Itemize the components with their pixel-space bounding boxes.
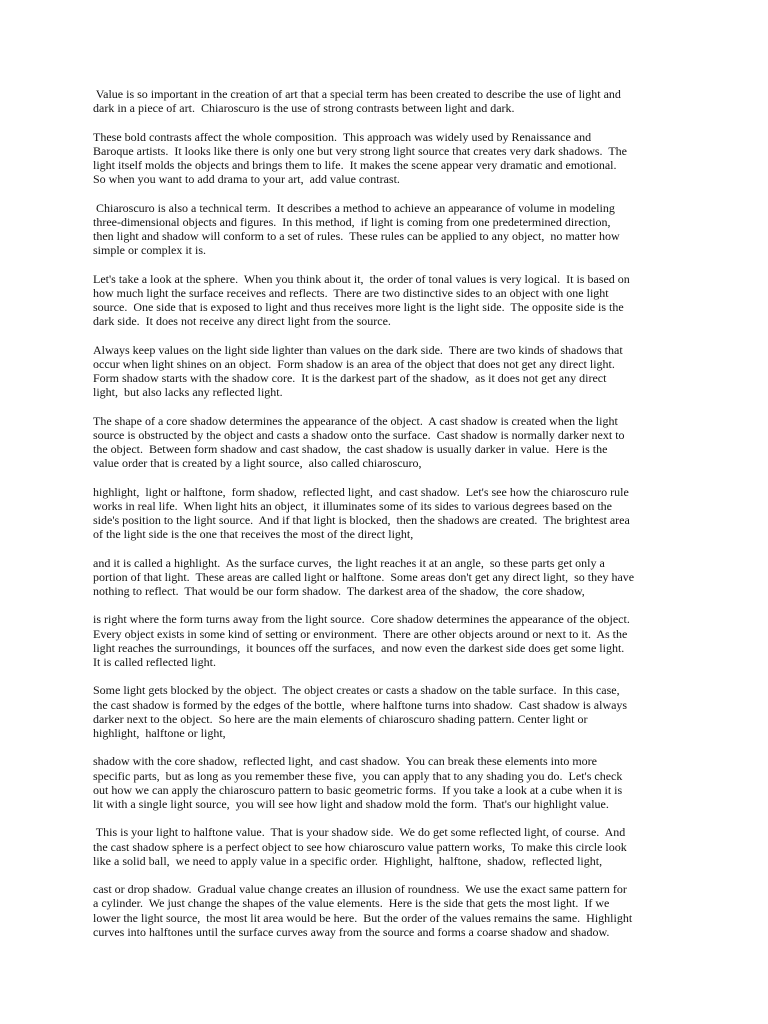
text-line: Let's take a look at the sphere. When you think about it, the order of tonal values is very logical. It is based on	[93, 271, 630, 286]
text-line: Chiaroscuro is also a technical term. It describes a method to achieve an appearance of volume in modeling	[93, 200, 615, 215]
text-line: Value is so important in the creation of art that a special term has been created to describe the use of light and	[93, 87, 621, 101]
text-line: occur when light shines on an object. Form shadow is an area of the object that does not get any direct light.	[93, 356, 615, 371]
text-line: source. One side that is exposed to light and thus receives more light is the light side. The opposite side is the	[93, 300, 624, 314]
text-line: and it is called a highlight. As the surface curves, the light reaches it at an angle, so these parts get only a	[93, 555, 605, 570]
paragraph	[93, 130, 683, 187]
text-line: So when you want to add drama to your art, add value contrast.	[93, 172, 400, 187]
text-line: a cylinder. We just change the shapes of the value elements. Here is the side that gets the most light. If we	[93, 896, 610, 911]
paragraph	[93, 825, 683, 868]
text-line: light itself molds the objects and brings them to life. It makes the scene appear very dramatic and emotional.	[93, 158, 617, 172]
text-line: lower the light source, the most lit area would be here. But the order of the values remains the same. Highlight	[93, 910, 633, 925]
text-line: is right where the form turns away from the light source. Core shadow determines the appearance of the object.	[93, 612, 630, 627]
text-line: The shape of a core shadow determines the appearance of the object. A cast shadow is created when the light	[93, 413, 618, 428]
text-line: These bold contrasts affect the whole composition. This approach was widely used by Renaissance and	[93, 129, 592, 144]
paragraph	[93, 754, 683, 811]
text-line: nothing to reflect. That would be our form shadow. The darkest area of the shadow, the core shadow,	[93, 584, 585, 598]
paragraph	[93, 485, 683, 542]
text-line: dark side. It does not receive any direct light from the source.	[93, 314, 391, 329]
paragraph	[93, 343, 683, 400]
text-line: source is obstructed by the object and casts a shadow onto the surface. Cast shadow is normally darker next to	[93, 427, 625, 442]
text-line: light reaches the surroundings, it bounces off the surfaces, and now even the darkest side does get some light.	[93, 640, 625, 655]
text-line: like a solid ball, we need to apply value in a specific order. Highlight, halftone, shadow, reflected light,	[93, 853, 603, 868]
text-line: out how we can apply the chiaroscuro pattern to basic geometric forms. If you take a look at a cube when it is	[93, 782, 623, 797]
text-line: Baroque artists. It looks like there is only one but very strong light source that creates very dark shadows. The	[93, 143, 627, 158]
text-line: This is your light to halftone value. That is your shadow side. We do get some reflected light, of course. And	[93, 825, 626, 840]
text-line: dark in a piece of art. Chiaroscuro is the use of strong contrasts between light and dark.	[93, 101, 515, 116]
text-line: side's position to the light source. And if that light is blocked, then the shadows are created. The brightest area	[93, 513, 630, 527]
text-line: Some light gets blocked by the object. The object creates or casts a shadow on the table surface. In this case,	[93, 683, 620, 698]
text-line: curves into halftones until the surface curves away from the source and forms a coarse shadow and shadow.	[93, 924, 610, 939]
paragraph	[93, 201, 683, 258]
paragraph	[93, 683, 683, 740]
text-line: the object. Between form shadow and cast shadow, the cast shadow is usually darker in value. Here is the	[93, 442, 608, 456]
paragraph	[93, 87, 683, 115]
text-line: the cast shadow is formed by the edges of the bottle, where halftone turns into shadow. Cast shadow is always	[93, 697, 628, 712]
text-line: shadow with the core shadow, reflected light, and cast shadow. You can break these elements into more	[93, 754, 597, 769]
text-line: light, but also lacks any reflected light.	[93, 385, 283, 400]
text-line: Always keep values on the light side lighter than values on the dark side. There are two kinds of shadows that	[93, 342, 623, 357]
paragraph	[93, 556, 683, 599]
text-line: Every object exists in some kind of setting or environment. There are other objects around or next to it. As the	[93, 626, 628, 641]
paragraph	[93, 414, 683, 471]
text-line: three-dimensional objects and figures. In this method, if light is coming from one predetermined direction,	[93, 214, 611, 229]
text-line: lit with a single light source, you will see how light and shadow mold the form. That's our highlight value.	[93, 797, 609, 811]
text-line: portion of that light. These areas are called light or halftone. Some areas don't get any direct light, so they have	[93, 569, 635, 584]
paragraph	[93, 882, 683, 939]
paragraph	[93, 612, 683, 669]
text-line: of the light side is the one that receives the most of the direct light,	[93, 527, 414, 542]
text-line: simple or complex it is.	[93, 243, 206, 258]
text-line: highlight, halftone or light,	[93, 726, 226, 740]
text-line: value order that is created by a light source, also called chiaroscuro,	[93, 456, 422, 471]
text-line: specific parts, but as long as you remember these five, you can apply that to any shading you do. Let's check	[93, 768, 623, 783]
text-line: works in real life. When light hits an object, it illuminates some of its sides to various degrees based on the	[93, 498, 613, 513]
text-line: the cast shadow sphere is a perfect object to see how chiaroscuro value pattern works, To make this circle look	[93, 839, 627, 854]
text-line: highlight, light or halftone, form shadow, reflected light, and cast shadow. Let's see how the chiaroscuro rule	[93, 484, 629, 499]
text-line: Form shadow starts with the shadow core. It is the darkest part of the shadow, as it does not get any direct	[93, 371, 607, 385]
text-line: cast or drop shadow. Gradual value change creates an illusion of roundness. We use the exact same pattern for	[93, 882, 627, 897]
text-line: darker next to the object. So here are the main elements of chiaroscuro shading pattern. Center light or	[93, 711, 588, 726]
text-line: then light and shadow will conform to a set of rules. These rules can be applied to any object, no matter how	[93, 229, 620, 243]
text-line: It is called reflected light.	[93, 655, 216, 669]
text-line: how much light the surface receives and reflects. There are two distinctive sides to an object with one light	[93, 285, 609, 300]
paragraph	[93, 272, 683, 329]
document-page	[93, 87, 683, 953]
